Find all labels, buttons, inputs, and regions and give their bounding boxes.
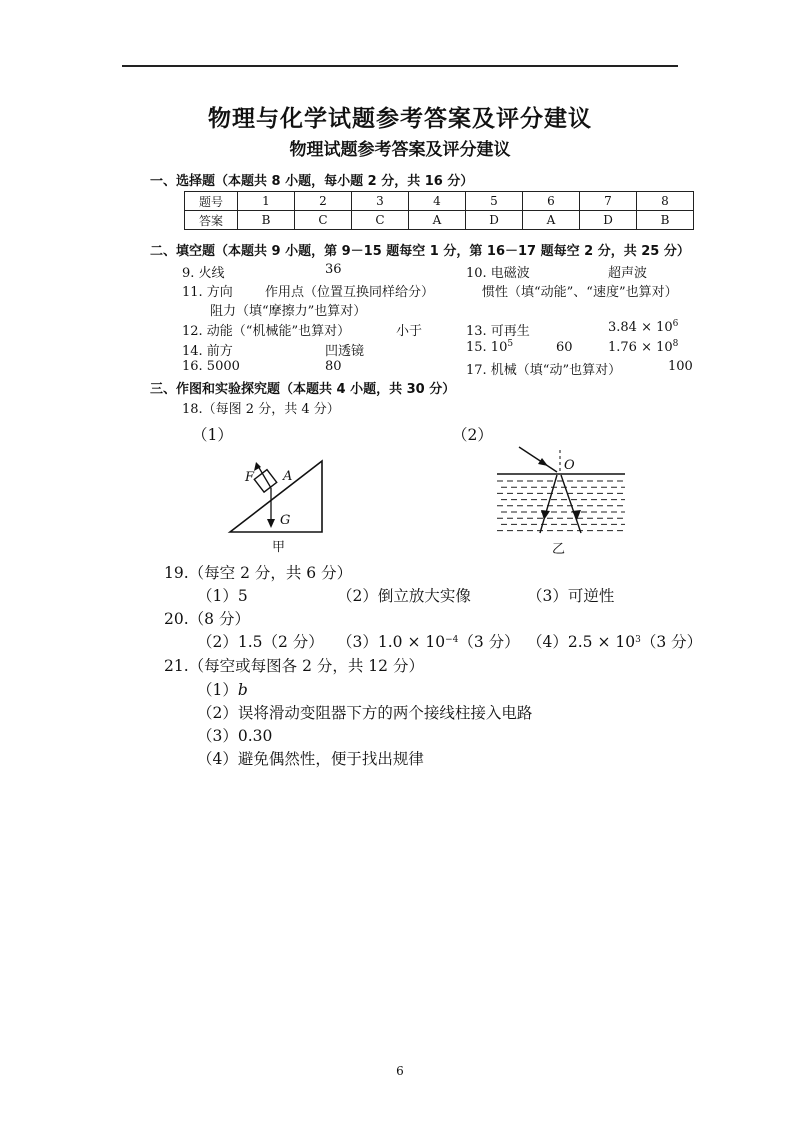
answer-q21-a-prefix: （1） [197,681,238,699]
table-cell: B [238,211,295,230]
table-cell: C [352,211,409,230]
friction-arrow-f [258,466,271,488]
refracted-ray-left [540,475,557,533]
table-cell: 6 [523,192,580,211]
answer-table [184,191,694,230]
answer-q21-b: （2）误将滑动变阻器下方的两个接线柱接入电路 [197,704,533,722]
answer-q19: 19.（每空 2 分，共 6 分） [164,564,353,582]
page-subtitle: 物理试题参考答案及评分建议 [289,140,511,160]
answer-q15-c-base: 1.76 × 10 [608,340,673,355]
answer-q10: 10. 电磁波 [466,266,530,281]
incline-triangle [230,461,322,532]
answer-q13: 13. 可再生 [466,324,530,339]
refracted-right-arrowhead [572,510,581,520]
figure1-caption: 甲 [272,540,286,555]
table-row-numbers [185,192,694,211]
row-label-answer: 答案 [185,211,238,230]
answer-q15 [466,340,513,355]
incident-arrowhead [538,458,548,466]
answer-q17: 17. 机械（填“动”也算对） [466,363,622,378]
answer-q15-c [608,340,678,355]
table-cell: 2 [295,192,352,211]
section3-heading: 三、作图和实验探究题（本题共 4 小题，共 30 分） [150,382,456,397]
answer-q20-b-tail: （3 分） [458,633,520,651]
label-o: O [564,458,575,473]
answer-q20-c-exp: 3 [635,635,641,645]
answer-q16: 16. 5000 [182,359,240,374]
label-a: A [283,469,293,484]
top-rule [122,65,678,67]
water-body [497,474,625,531]
table-cell: 5 [466,192,523,211]
answer-q15-exp: 5 [507,339,514,349]
row-label-question: 题号 [185,192,238,211]
refracted-left-arrowhead [541,510,550,520]
answer-q19-b: （2）倒立放大实像 [337,587,471,605]
answer-q14-b: 凹透镜 [325,344,365,359]
answer-q20-a: （2）1.5（2 分） [197,633,324,651]
block-a [254,470,276,492]
answer-q19-c: （3）可逆性 [527,587,615,605]
table-cell: A [409,211,466,230]
answer-q20-b [337,630,520,652]
answer-q21: 21.（每空或每图各 2 分，共 12 分） [164,657,424,675]
answer-q11: 11. 方向 [182,285,233,300]
answer-q12-b: 小于 [396,324,423,339]
answer-q16-b: 80 [325,359,342,374]
refracted-ray-right [561,475,581,533]
answer-q19-a: （1）5 [197,587,248,605]
page-number: 6 [396,1064,404,1078]
label-f: F [245,470,255,485]
table-cell: 1 [238,192,295,211]
answer-q20: 20.（8 分） [164,610,250,628]
answer-q20-b-base: （3）1.0 × 10 [337,633,446,651]
answer-q12: 12. 动能（“机械能”也算对） [182,324,351,339]
answer-q11-d: 阻力（填“摩擦力”也算对） [210,304,367,319]
answer-q21-d: （4）避免偶然性，便于找出规律 [197,750,424,768]
page-title: 物理与化学试题参考答案及评分建议 [208,106,592,132]
label-g: G [280,513,291,528]
answer-q10-b: 超声波 [608,266,648,281]
gravity-arrowhead [267,519,275,528]
answer-q11-c: 惯性（填“动能”、“速度”也算对） [482,285,678,300]
answer-q21-c: （3）0.30 [197,727,273,745]
answer-q13-b-base: 3.84 × 10 [608,320,673,335]
answer-q15-b: 60 [556,340,573,355]
answer-q20-c-base: （4）2.5 × 10 [527,633,636,651]
answer-q9-b: 36 [325,262,342,277]
table-cell: D [580,211,637,230]
friction-arrowhead [254,462,261,471]
answer-q9: 9. 火线 [182,266,225,281]
table-cell: 4 [409,192,466,211]
answer-q20-b-exp: −4 [445,635,459,645]
answer-q13-b-exp: 6 [672,319,679,329]
answer-q21-a-value: b [237,681,248,699]
section2-heading: 二、填空题（本题共 9 小题，第 9－15 题每空 1 分，第 16－17 题每空 2 分，共 25 分） [150,244,690,259]
table-cell: C [295,211,352,230]
figure1-number: （1） [192,426,233,444]
answer-q17-b: 100 [668,359,693,374]
answer-q21-a [197,678,248,700]
answer-q14: 14. 前方 [182,344,233,359]
table-cell: 3 [352,192,409,211]
answer-q15-c-exp: 8 [672,339,679,349]
figure2-caption: 乙 [552,542,566,557]
answer-q20-c-tail: （3 分） [640,633,703,651]
figure2-number: （2） [452,426,493,444]
answer-q15-base: 15. 10 [466,340,508,355]
table-cell: D [466,211,523,230]
answer-q20-c [527,630,702,652]
table-cell: 8 [637,192,694,211]
section1-heading: 一、选择题（本题共 8 小题，每小题 2 分，共 16 分） [150,174,474,189]
answer-q13-b [608,320,678,335]
table-cell: B [637,211,694,230]
table-cell: A [523,211,580,230]
incident-ray [519,447,557,472]
table-row-answers [185,211,694,230]
table-cell: 7 [580,192,637,211]
answer-q18: 18.（每图 2 分，共 4 分） [182,402,340,417]
answer-q11-b: 作用点（位置互换同样给分） [265,285,435,300]
